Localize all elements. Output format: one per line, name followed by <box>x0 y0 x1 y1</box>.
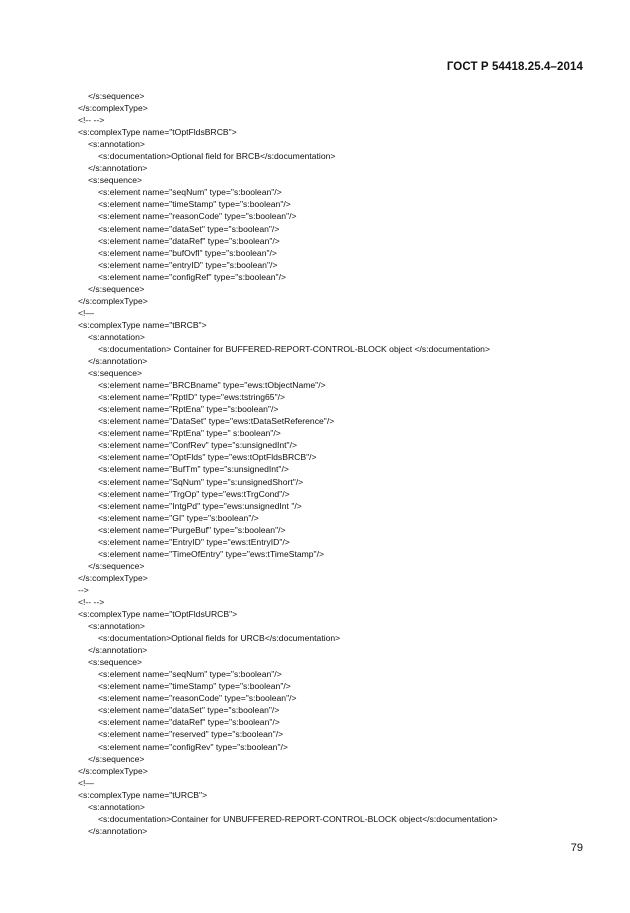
code-line: <s:complexType name="tURCB"> <box>78 789 208 800</box>
code-line: <s:element name="RptEna" type="s:boolean"/> <box>98 404 279 415</box>
code-line: </s:sequence> <box>88 283 145 294</box>
code-line: <s:element name="DataSet" type="ews:tDataSetReference"/> <box>98 416 335 427</box>
code-line: </s:complexType> <box>78 572 148 583</box>
code-line: <!-- --> <box>78 596 105 607</box>
page-number: 79 <box>570 842 583 854</box>
code-line: <s:element name="dataRef" type="s:boolean"/> <box>98 235 280 246</box>
code-line: <s:element name="reasonCode" type="s:boolean"/> <box>98 693 297 704</box>
code-line: <s:element name="dataSet" type="s:boolean"/> <box>98 705 280 716</box>
code-line: <s:sequence> <box>88 657 142 668</box>
code-line: <s:element name="entryID" type="s:boolean"/> <box>98 259 278 270</box>
code-line: <s:element name="reserved" type="s:boolean"/> <box>98 729 284 740</box>
code-line: --> <box>78 584 89 595</box>
code-line: </s:sequence> <box>88 91 145 101</box>
code-line: </s:complexType> <box>78 103 148 114</box>
code-line: </s:sequence> <box>88 560 145 571</box>
code-line: <s:element name="seqNum" type="s:boolean"/> <box>98 187 282 198</box>
code-line: </s:complexType> <box>78 765 148 776</box>
code-line: <s:element name="TimeOfEntry" type="ews:tTimeStamp"/> <box>98 548 325 559</box>
code-line: <s:element name="BRCBname" type="ews:tObjectName"/> <box>98 380 326 391</box>
code-line: <s:element name="SqNum" type="s:unsignedShort"/> <box>98 476 304 487</box>
code-line: </s:sequence> <box>88 753 145 764</box>
code-line: <s:documentation>Optional fields for URCB</s:documentation> <box>98 633 341 644</box>
code-line: <s:element name="seqNum" type="s:boolean"/> <box>98 669 282 680</box>
code-line: <s:element name="configRef" type="s:boolean"/> <box>98 271 287 282</box>
code-line: <s:element name="timeStamp" type="s:boolean"/> <box>98 199 291 210</box>
code-line: <s:complexType name="tOptFldsURCB"> <box>78 609 238 620</box>
code-line: <s:element name="ConfRev" type="s:unsignedInt"/> <box>98 440 297 451</box>
code-line: <s:documentation> Container for BUFFERED-REPORT-CONTROL-BLOCK object </s:documentation> <box>98 343 490 354</box>
code-line: <s:documentation>Container for UNBUFFERED-REPORT-CONTROL-BLOCK object</s:documentation> <box>98 813 498 824</box>
code-line: <!— <box>78 307 94 318</box>
code-line: <!-- --> <box>78 115 105 126</box>
code-line: </s:complexType> <box>78 295 148 306</box>
code-line: <s:documentation>Optional field for BRCB</s:documentation> <box>98 151 336 162</box>
code-line: <s:element name="TrgOp" type="ews:tTrgCond"/> <box>98 488 290 499</box>
code-line: <s:element name="dataRef" type="s:boolean"/> <box>98 717 280 728</box>
code-line: <s:element name="BufTm" type="s:unsignedInt"/> <box>98 464 289 475</box>
code-line: <s:annotation> <box>88 331 145 342</box>
code-line: <s:element name="GI" type="s:boolean"/> <box>98 512 259 523</box>
code-line: <s:element name="PurgeBuf" type="s:boolean"/> <box>98 524 286 535</box>
code-line: <!— <box>78 777 94 788</box>
code-line: <s:element name="RptID" type="ews:tstring65"/> <box>98 392 286 403</box>
code-line: <s:sequence> <box>88 368 142 379</box>
code-line: <s:annotation> <box>88 801 145 812</box>
code-line: <s:element name="reasonCode" type="s:boolean"/> <box>98 211 297 222</box>
code-line: <s:element name="dataSet" type="s:boolean"/> <box>98 223 280 234</box>
page-header: ГОСТ Р 54418.25.4–2014 <box>446 61 583 73</box>
code-line: </s:annotation> <box>88 356 148 367</box>
code-line: </s:annotation> <box>88 825 148 836</box>
code-line: <s:element name="timeStamp" type="s:boolean"/> <box>98 681 291 692</box>
code-line: <s:element name="bufOvfl" type="s:boolean"/> <box>98 247 277 258</box>
code-line: <s:complexType name="tBRCB"> <box>78 319 207 330</box>
code-block <box>78 90 588 837</box>
code-line: </s:annotation> <box>88 163 148 174</box>
code-line: <s:element name="IntgPd" type="ews:unsignedInt "/> <box>98 500 302 511</box>
code-line: <s:element name="configRev" type="s:boolean"/> <box>98 741 288 752</box>
code-line: <s:annotation> <box>88 621 145 632</box>
code-line: <s:sequence> <box>88 175 142 186</box>
code-line: </s:annotation> <box>88 645 148 656</box>
code-line: <s:annotation> <box>88 139 145 150</box>
code-line: <s:element name="EntryID" type="ews:tEntryID"/> <box>98 536 290 547</box>
code-line: <s:element name="OptFlds" type="ews:tOptFldsBRCB"/> <box>98 452 317 463</box>
code-line: <s:complexType name="tOptFldsBRCB"> <box>78 127 237 138</box>
code-line: <s:element name="RptEna" type=" s:boolean"/> <box>98 428 281 439</box>
